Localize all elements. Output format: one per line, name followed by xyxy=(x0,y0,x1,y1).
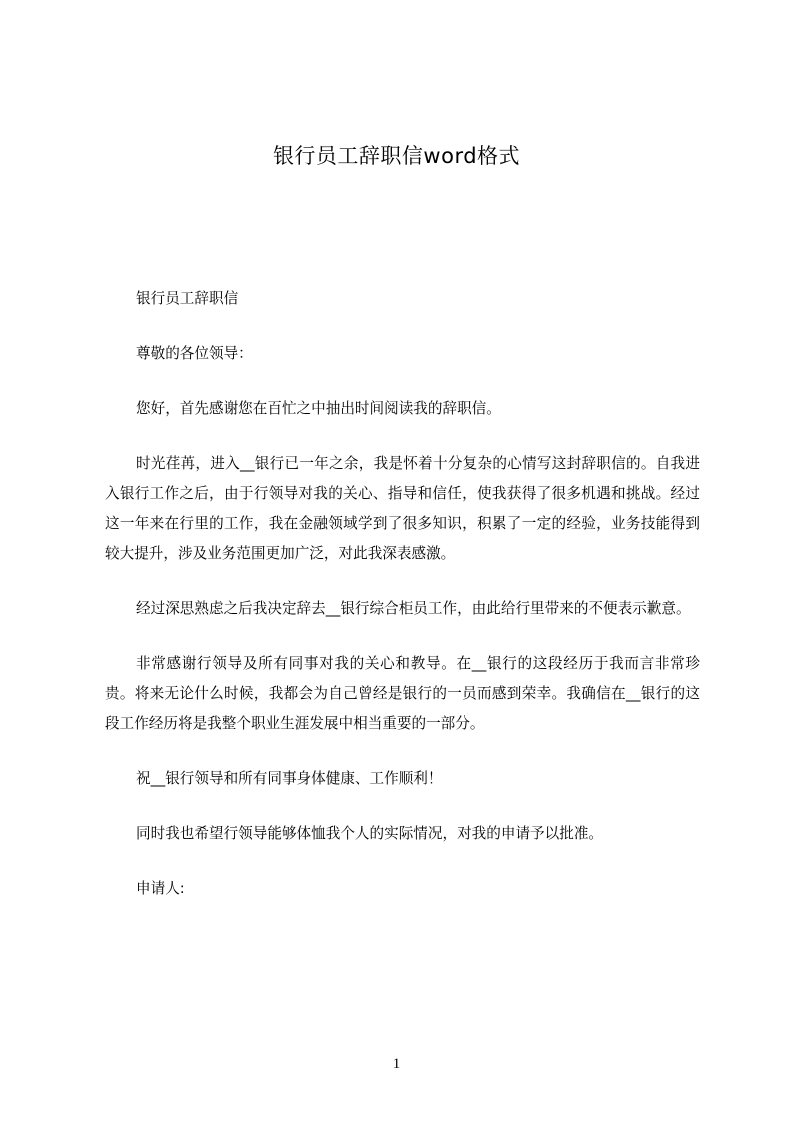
letter-paragraph-decision: 经过深思熟虑之后我决定辞去__银行综合柜员工作，由此给行里带来的不便表示歉意。 xyxy=(136,600,691,617)
document-body xyxy=(105,284,700,929)
document-title: 银行员工辞职信word格式 xyxy=(272,144,521,168)
letter-paragraph-thanks: 非常感谢行领导及所有同事对我的关心和教导。在__银行的这段经历于我而言非常珍贵。将来无论什么时候，我都会为自己曾经是银行的一员而感到荣幸。我确信在__银行的这段工作经历将是我整个职业生涯发展中相当重要的一部分。 xyxy=(105,655,700,732)
letter-greeting: 您好，首先感谢您在百忙之中抽出时间阅读我的辞职信。 xyxy=(136,400,501,417)
letter-paragraph-experience: 时光荏苒，进入__银行已一年之余，我是怀着十分复杂的心情写这封辞职信的。自我进入银行工作之后，由于行领导对我的关心、指导和信任，使我获得了很多机遇和挑战。经过这一年来在行里的工作，我在金融领域学到了很多知识，积累了一定的经验，业务技能得到较大提升，涉及业务范围更加广泛，对此我深表感激。 xyxy=(105,455,700,562)
letter-heading: 银行员工辞职信 xyxy=(136,290,239,307)
page-number: 1 xyxy=(392,1056,401,1072)
letter-salutation: 尊敬的各位领导： xyxy=(136,345,253,362)
letter-blessing: 祝__银行领导和所有同事身体健康、工作顺利！ xyxy=(136,770,443,787)
letter-applicant: 申请人: xyxy=(136,880,185,897)
letter-request: 同时我也希望行领导能够体恤我个人的实际情况，对我的申请予以批准。 xyxy=(136,825,604,842)
